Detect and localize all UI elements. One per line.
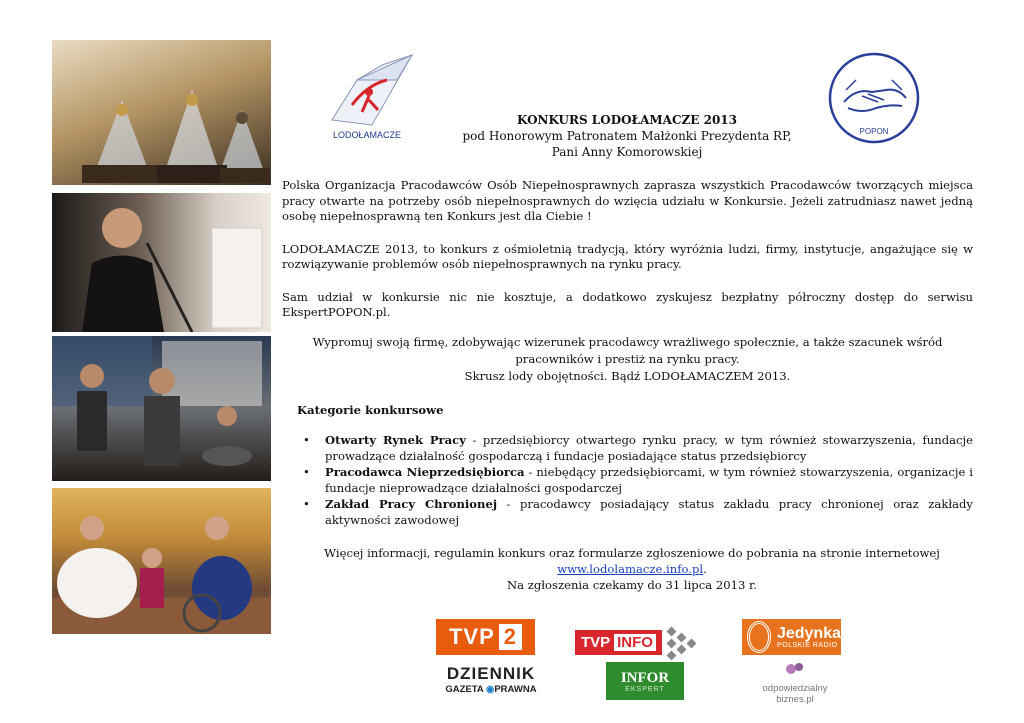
- category-name: Zakład Pracy Chronionej: [325, 497, 498, 511]
- svg-text:POPON: POPON: [859, 127, 889, 136]
- photo-trophies: [52, 40, 271, 185]
- jedynka-name: Jedynka: [776, 624, 841, 642]
- paragraph-free-access: Sam udział w konkursie nic nie kosztuje, a dodatkowo zyskujesz bezpłatny półroczny dostęp do serwisu EkspertPOPON.pl.: [282, 289, 973, 319]
- odp-dots-icon: [784, 660, 806, 678]
- jedynka-sub: POLSKIE RADIO: [776, 641, 838, 649]
- promo-line-2: pracowników i prestiż na rynku pracy.: [515, 352, 740, 366]
- category-item: [303, 496, 973, 528]
- promo-block: [282, 334, 973, 385]
- odpowiedzialny-biznes-logo: [755, 660, 835, 705]
- category-desc: - niebędący przedsiębiorcami, w tym również stowarzyszenia, organizacje i fundacje nieprowadzące działalności gospodarczej: [325, 465, 973, 495]
- infor-logo: [606, 662, 684, 700]
- patron-name: Pani Anny Komorowskiej: [551, 145, 703, 159]
- tvpinfo-logo: [575, 624, 721, 660]
- tvpinfo-info: INFO: [614, 634, 656, 651]
- website-link[interactable]: www.lodolamacze.info.pl: [557, 562, 704, 576]
- category-item: [303, 432, 973, 464]
- more-info: [300, 545, 964, 593]
- paragraph-invitation: Polska Organizacja Pracodawców Osób Niepełnosprawnych zaprasza wszystkich Pracodawców tworzących miejsca pracy otwarte na potrzeby osób niepełnosprawnych do wzięcia udziału w Konkursie. Jeżeli zatrudniasz nawet jedną osobę niepełnosprawną ten Konkurs jest dla Ciebie !: [282, 178, 973, 223]
- tvp2-number: 2: [499, 624, 522, 650]
- category-name: Otwarty Rynek Pracy: [325, 433, 466, 447]
- dziennik-gazeta: GAZETA: [445, 684, 484, 695]
- contest-title: KONKURS LODOŁAMACZE 2013: [516, 113, 738, 127]
- paragraph-tradition: LODOŁAMACZE 2013, to konkurs z ośmioletnią tradycją, który wyróżnia ludzi, firmy, instytucje, angażujące się w rozwiązywanie problemów osób niepełnosprawnych na rynku pracy.: [282, 241, 973, 271]
- jedynka-logo: [742, 619, 841, 655]
- band-illustration: [52, 336, 271, 481]
- category-item: [303, 464, 973, 496]
- promo-line-3: Skrusz lody obojętności. Bądź LODOŁAMACZEM 2013.: [464, 369, 791, 383]
- trophies-illustration: [52, 40, 271, 185]
- info-line-1: Więcej informacji, regulamin konkurs oraz formularze zgłoszeniowe do pobrania na stronie internetowej: [324, 546, 940, 560]
- photo-speaker: [52, 193, 271, 332]
- dziennik-logo: DZIENNIK GAZETA ◉PRAWNA: [433, 664, 549, 702]
- dance-illustration: [52, 488, 271, 634]
- odp-line-1: odpowiedzialny: [762, 683, 828, 694]
- link-suffix: .: [703, 562, 707, 576]
- bullet-icon: •: [303, 433, 310, 447]
- speaker-illustration: [52, 193, 271, 332]
- categories-title: Kategorie konkursowe: [297, 403, 444, 417]
- category-desc: - pracodawcy posiadający status zakładu pracy chronionej oraz zakłady aktywności zawodowej: [325, 497, 973, 527]
- dziennik-prawna: PRAWNA: [494, 684, 537, 695]
- contest-heading: [380, 112, 874, 160]
- categories-list: [303, 432, 973, 528]
- svg-text:LODOŁAMACZE: LODOŁAMACZE: [332, 130, 402, 140]
- bullet-icon: •: [303, 465, 310, 479]
- body-text: [282, 178, 973, 338]
- bullet-icon: •: [303, 497, 310, 511]
- category-name: Pracodawca Nieprzedsiębiorca: [325, 465, 525, 479]
- infor-sub: EKSPERT: [625, 685, 665, 693]
- tvpinfo-tvp: TVP: [581, 633, 610, 651]
- infor-name: INFOR: [620, 669, 670, 686]
- deadline-line: Na zgłoszenia czekamy do 31 lipca 2013 r.: [507, 578, 757, 592]
- patronage-line: pod Honorowym Patronatem Małżonki Prezydenta RP,: [462, 129, 792, 143]
- photo-band: [52, 336, 271, 481]
- photo-wheelchair-dance: [52, 488, 271, 634]
- dziennik-name: DZIENNIK: [446, 664, 536, 683]
- tvp2-logo: [436, 619, 535, 655]
- tvpinfo-arrows-icon: [662, 624, 702, 660]
- promo-line-1: Wypromuj swoją firmę, zdobywając wizerunek pracodawcy wrażliwego społecznie, a także szacunek wśród: [312, 335, 943, 349]
- jedynka-circle-icon: [747, 621, 771, 653]
- category-desc: - przedsiębiorcy otwartego rynku pracy, w tym również stowarzyszenia, fundacje prowadzące działalność gospodarczą i fundacje posiadające status przedsiębiorcy: [325, 433, 973, 463]
- tvp2-text: TVP: [448, 624, 495, 649]
- odp-line-2: biznes.pl: [776, 694, 814, 705]
